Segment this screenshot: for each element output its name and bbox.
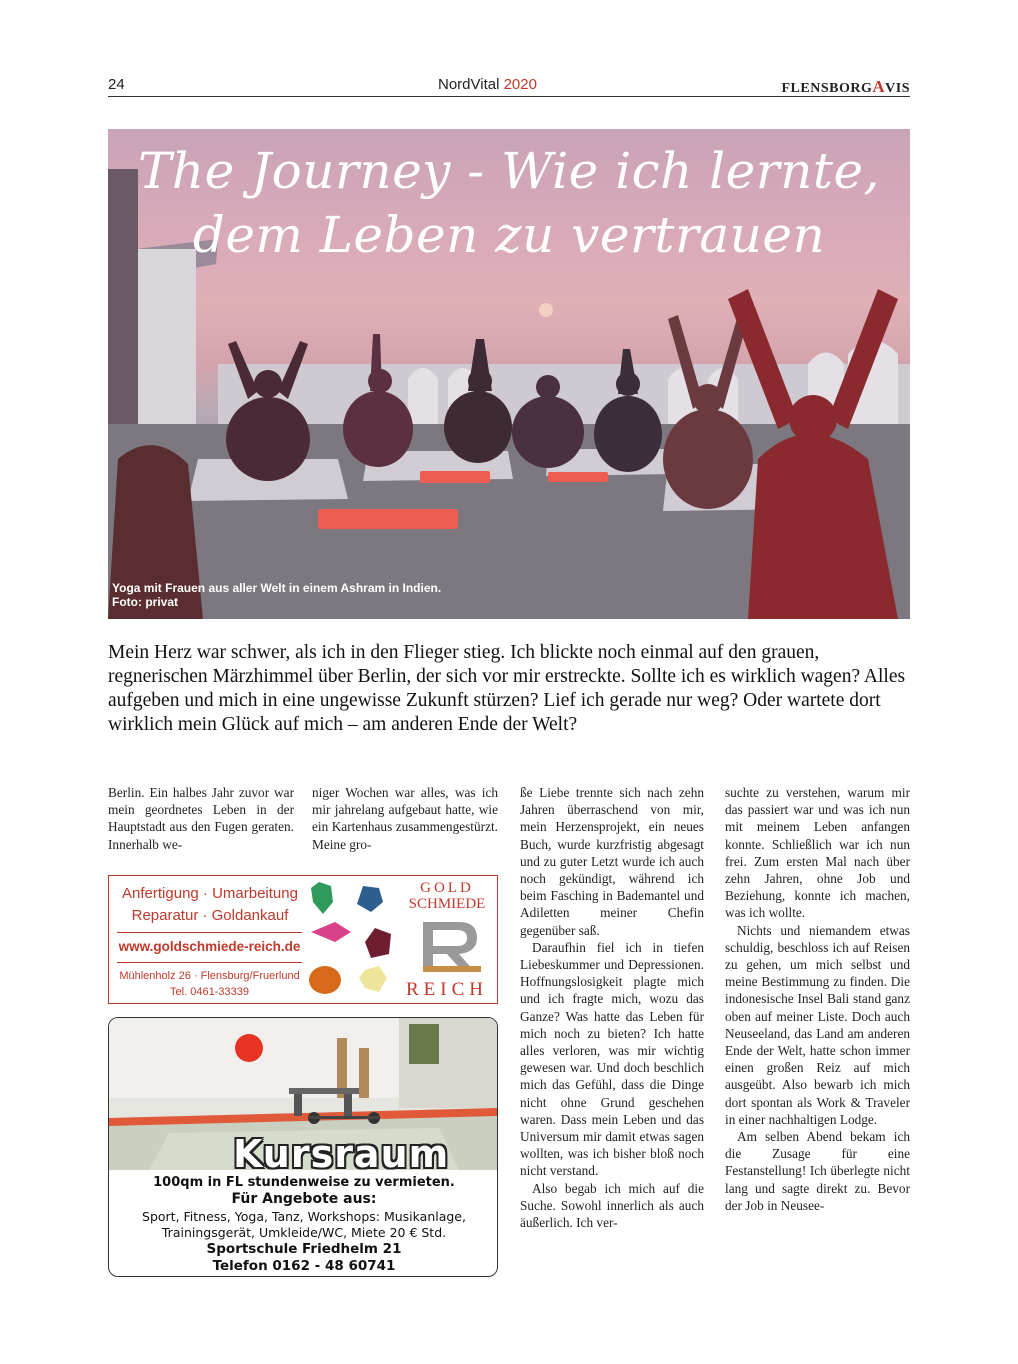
building-wall (136, 249, 196, 449)
page-header (108, 76, 910, 98)
ad-headline: Kursraum (233, 1132, 450, 1176)
emerald-gem (311, 882, 333, 914)
magazine-name: NordVital (438, 76, 500, 93)
ad-text-line: Sport, Fitness, Yoga, Tanz, Workshops: Musikanlage, (142, 1209, 466, 1224)
ad-divider (117, 932, 302, 933)
photo-credit: Foto: privat (112, 595, 178, 609)
brand-part2: VIS (885, 81, 910, 96)
ad-phone: Telefon 0162 - 48 60741 (212, 1258, 396, 1274)
page-number: 24 (108, 76, 125, 93)
photo-caption (112, 581, 441, 609)
ad-text-line: Für Angebote aus: (231, 1191, 377, 1207)
brand-letter: A (872, 77, 886, 96)
ad-address: Mühlenholz 26 · Flensburg/Fruerlund (119, 970, 300, 982)
paragraph: niger Wochen war alles, was ich mir jahrelang aufgebaut hatte, wie ein Kartenhaus zusammengestürzt. Meine gro- (312, 785, 498, 852)
gemstones-image (305, 878, 397, 1002)
ad-brand-reich: REICH (406, 979, 488, 1000)
ad-services-line2: Reparatur · Goldankauf (131, 907, 289, 924)
ad-text-line: 100qm in FL stundenweise zu vermieten. (153, 1175, 455, 1190)
paragraph: Nichts und niemandem etwas schuldig, beschloss ich auf Reisen zu gehen, um mich selbst und meine Bestimmung zu finden. Die indonesische Insel Bali stand ganz oben auf meiner Liste. Doch auch Neuseeland, das Land am anderen Ende der Welt, hatte schon immer einen großen Reiz auf mich ausgeübt. Also bewarb ich mich dort spontan als Work & Traveler in einer nachhaltigen Lodge. (725, 922, 910, 1127)
paragraph: ße Liebe trennte sich nach zehn Jahren überraschend von mir, mein Herzensprojekt, ein neues Buch, wurde kurzfristig abgesagt und zu guter Letzt wurde ich auch noch gekündigt, während ich beim Fasching in Bademantel und Adiletten meiner Chefin gegenüber saß. (520, 785, 704, 938)
ad-text-line: Trainingsgerät, Umkleide/WC, Miete 20 € Std. (161, 1225, 447, 1240)
kursraum-ad (108, 1017, 498, 1277)
pink-gem (311, 922, 351, 942)
header-divider (108, 96, 910, 97)
sun-shape (539, 303, 553, 317)
ad-phone: Tel. 0461-33339 (170, 986, 249, 998)
ad-address-block (117, 968, 302, 1000)
article-column-1 (108, 784, 294, 853)
ad-services-line1: Anfertigung · Umarbeitung (122, 885, 298, 902)
newspaper-brand (782, 77, 911, 97)
ad-website-link[interactable]: www.goldschmiede-reich.de (118, 939, 301, 954)
ad-brand-gold: GOLD (420, 880, 474, 896)
garnet-gem (365, 928, 391, 958)
paragraph: suchte zu verstehen, warum mir das passiert war und was ich nun mit meinem Leben anfangen konnte. Schließlich war ich nun frei. Zum ersten Mal nach über zehn Jahren, ohne Job und Beziehung, konnte ich machen, was ich wollte. (725, 785, 910, 921)
headline-line1: The Journey - Wie ich lernte, (138, 142, 880, 200)
brand-part1: FLENSBORG (781, 81, 873, 96)
caption-text: Yoga mit Frauen aus aller Welt in einem Ashram in Indien. (112, 581, 442, 595)
paragraph: Berlin. Ein halbes Jahr zuvor war mein geordnetes Leben in der Hauptstadt aus den Fugen geraten. Innerhalb we- (108, 785, 294, 852)
ad-divider (117, 962, 302, 963)
paragraph: Also begab ich mich auf die Suche. Sowohl innerlich als auch äußerlich. Ich ver- (520, 1180, 704, 1231)
red-circle-shape (235, 1034, 263, 1062)
ad-brand-schmiede: SCHMIEDE (408, 896, 486, 912)
ad-contact-name: Sportschule Friedhelm 21 (206, 1241, 402, 1257)
reich-logo-icon (415, 918, 481, 976)
article-column-4 (725, 784, 910, 1214)
magazine-year: 2020 (503, 76, 537, 93)
paragraph: Daraufhin fiel ich in tiefen Liebeskummer und Depressionen. Hoffnungslosigkeit plagte mich und ich fragte mich, wozu das Ganze? Was hatte das Leben für mich noch zu bieten? Ich hatte alles verloren, was mir wichtig gewesen war. Und doch beschlich mich das Gefühl, dass die Dinge nicht ohne Grund geschehen waren. Dass mein Leben und das Universum mir damit etwas sagen wollten, was ich bisher bloß noch nicht verstand. (520, 939, 704, 1179)
hero-photo (108, 129, 910, 619)
goldschmiede-ad (108, 875, 498, 1004)
lead-paragraph: Mein Herz war schwer, als ich in den Flieger stieg. Ich blickte noch einmal auf den grauen, regnerischen Märzhimmel über Berlin, der sich vor mir erstreckte. Sollte ich es wirklich wagen? Alles aufgeben und mich in eine ungewisse Zukunft stürzen? Lief ich gerade nur weg? Oder wartete dort wirklich mein Glück auf mich – am anderen Ende der Welt? (108, 642, 906, 735)
citrine-gem (359, 966, 387, 992)
article-column-2 (312, 784, 498, 853)
headline-line2: dem Leben zu vertrauen (192, 206, 826, 264)
paragraph: Am selben Abend bekam ich die Zusage für eine Festanstellung! Ich überlegte nicht lang und sagte direkt zu. Bevor der Job in Neusee- (725, 1129, 910, 1213)
article-column-3 (520, 784, 704, 1231)
topaz-gem (309, 966, 341, 994)
magazine-title (438, 76, 537, 93)
sapphire-gem (357, 886, 383, 912)
article-headline (108, 139, 910, 267)
ad-services (119, 883, 301, 927)
